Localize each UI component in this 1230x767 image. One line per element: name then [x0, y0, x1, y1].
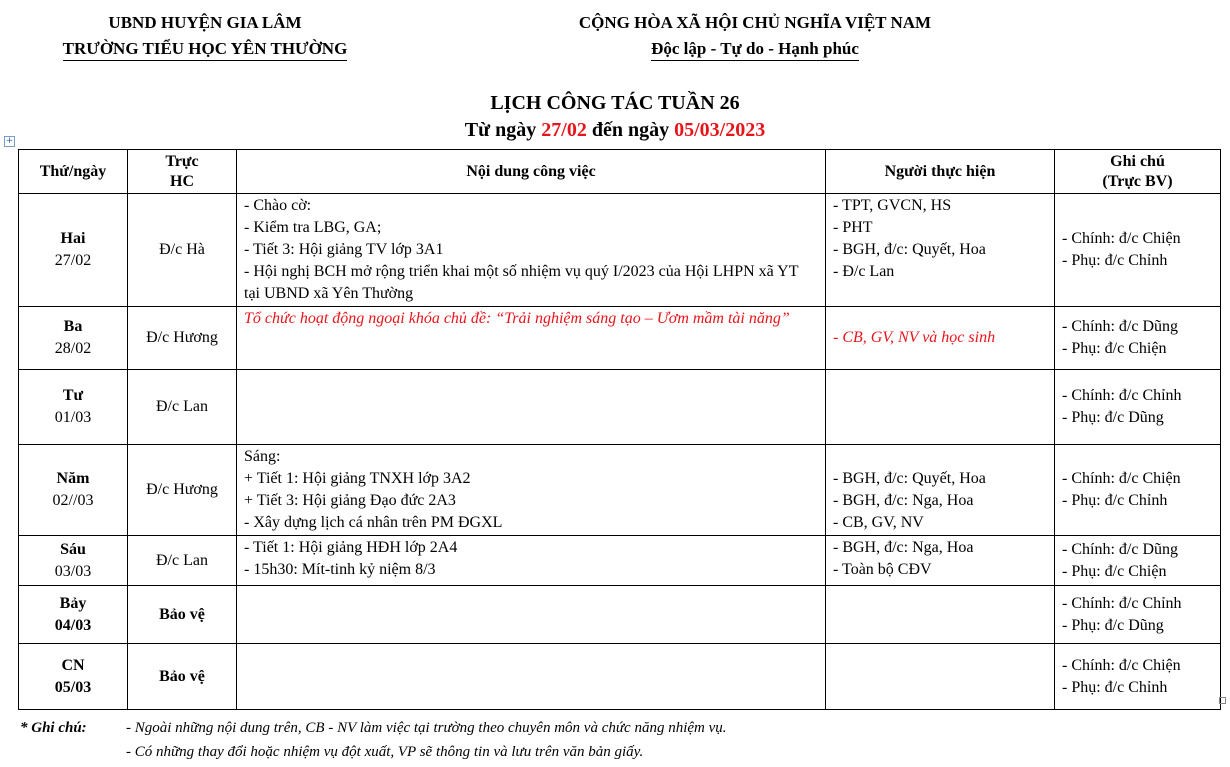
col-person: Người thực hiện [826, 150, 1055, 194]
col-content: Nội dung công việc [237, 150, 826, 194]
day-cell: Năm 02//03 [19, 445, 128, 536]
date-range-middle: đến ngày [591, 119, 670, 141]
header-left [40, 10, 370, 62]
day-cell: Ba 28/02 [19, 307, 128, 370]
table-row [19, 307, 1221, 370]
table-resize-handle[interactable] [1219, 697, 1226, 704]
duty-cell: Đ/c Hà [128, 194, 237, 307]
footnote-line: - Ngoài những nội dung trên, CB - NV làm việc tại trường theo chuyên môn và chức năng nhiệm vụ. [126, 720, 727, 736]
header-right [520, 10, 990, 62]
person-cell: - TPT, GVCN, HS - PHT - BGH, đ/c: Quyết, Hoa - Đ/c Lan [826, 194, 1055, 307]
note-cell: - Chính: đ/c Dũng - Phụ: đ/c Chiện [1055, 536, 1221, 586]
schedule-table [18, 149, 1221, 710]
task-cell: Sáng: + Tiết 1: Hội giảng TNXH lớp 3A2 + Tiết 3: Hội giảng Đạo đức 2A3 - Xây dựng lịch cá nhân trên PM ĐGXL [237, 445, 826, 536]
col-day-date: Thứ/ngày [19, 150, 128, 194]
table-row [19, 370, 1221, 445]
title-line: LỊCH CÔNG TÁC TUẦN 26 [490, 92, 740, 114]
note-cell: - Chính: đ/c Chiện - Phụ: đ/c Chỉnh [1055, 194, 1221, 307]
day-cell: Tư 01/03 [19, 370, 128, 445]
note-cell: - Chính: đ/c Chỉnh - Phụ: đ/c Dũng [1055, 586, 1221, 644]
duty-cell: Đ/c Hương [128, 445, 237, 536]
footnote [20, 716, 727, 764]
day-cell: Bảy 04/03 [19, 586, 128, 644]
footnote-label: * Ghi chú: [20, 720, 87, 736]
note-cell: - Chính: đ/c Chiện - Phụ: đ/c Chỉnh [1055, 644, 1221, 710]
from-date: 27/02 [541, 119, 587, 141]
school-name: TRƯỜNG TIỂU HỌC YÊN THƯỜNG [63, 38, 348, 61]
note-cell: - Chính: đ/c Chỉnh - Phụ: đ/c Dũng [1055, 370, 1221, 445]
col-note: Ghi chú (Trực BV) [1055, 150, 1221, 194]
person-cell: - BGH, đ/c: Nga, Hoa - Toàn bộ CĐV [826, 536, 1055, 586]
day-cell: Hai 27/02 [19, 194, 128, 307]
move-handle-icon[interactable]: + [5, 136, 14, 146]
duty-cell: Đ/c Lan [128, 536, 237, 586]
task-cell: Tổ chức hoạt động ngoại khóa chủ đề: “Trải nghiệm sáng tạo – Ươm mầm tài năng” [237, 307, 826, 370]
note-cell: - Chính: đ/c Chiện - Phụ: đ/c Chỉnh [1055, 445, 1221, 536]
duty-cell: Đ/c Lan [128, 370, 237, 445]
date-range-prefix: Từ ngày [464, 119, 537, 141]
country-name: CỘNG HÒA XÃ HỘI CHỦ NGHĨA VIỆT NAM [578, 13, 932, 32]
task-cell [237, 586, 826, 644]
table-header-row [19, 150, 1221, 194]
day-cell: CN 05/03 [19, 644, 128, 710]
duty-cell: Đ/c Hương [128, 307, 237, 370]
col-duty: Trực HC [128, 150, 237, 194]
table-row [19, 644, 1221, 710]
district-name: UBND HUYỆN GIA LÂM [108, 13, 302, 32]
person-cell: - BGH, đ/c: Quyết, Hoa - BGH, đ/c: Nga, Hoa - CB, GV, NV [826, 445, 1055, 536]
date-range [0, 117, 1230, 144]
day-cell: Sáu 03/03 [19, 536, 128, 586]
duty-cell: Bảo vệ [128, 644, 237, 710]
note-cell: - Chính: đ/c Dũng - Phụ: đ/c Chiện [1055, 307, 1221, 370]
table-row [19, 536, 1221, 586]
task-cell: - Chào cờ: - Kiểm tra LBG, GA; - Tiết 3: Hội giảng TV lớp 3A1 - Hội nghị BCH mở rộng triển khai một số nhiệm vụ quý I/2023 của Hội LHPN xã YT tại UBND xã Yên Thường [237, 194, 826, 307]
task-cell [237, 370, 826, 445]
to-date: 05/03/2023 [674, 119, 766, 141]
national-motto: Độc lập - Tự do - Hạnh phúc [651, 38, 859, 61]
task-cell: - Tiết 1: Hội giảng HĐH lớp 2A4 - 15h30: Mít-tinh kỷ niệm 8/3 [237, 536, 826, 586]
table-row [19, 194, 1221, 307]
table-row [19, 586, 1221, 644]
person-cell [826, 370, 1055, 445]
table-row [19, 445, 1221, 536]
footnote-line: - Có những thay đổi hoặc nhiệm vụ đột xuất, VP sẽ thông tin và lưu trên văn bản giấy. [126, 744, 644, 760]
task-cell [237, 644, 826, 710]
person-cell: - CB, GV, NV và học sinh [826, 307, 1055, 370]
duty-cell: Bảo vệ [128, 586, 237, 644]
person-cell [826, 644, 1055, 710]
person-cell [826, 586, 1055, 644]
document-title [0, 90, 1230, 144]
